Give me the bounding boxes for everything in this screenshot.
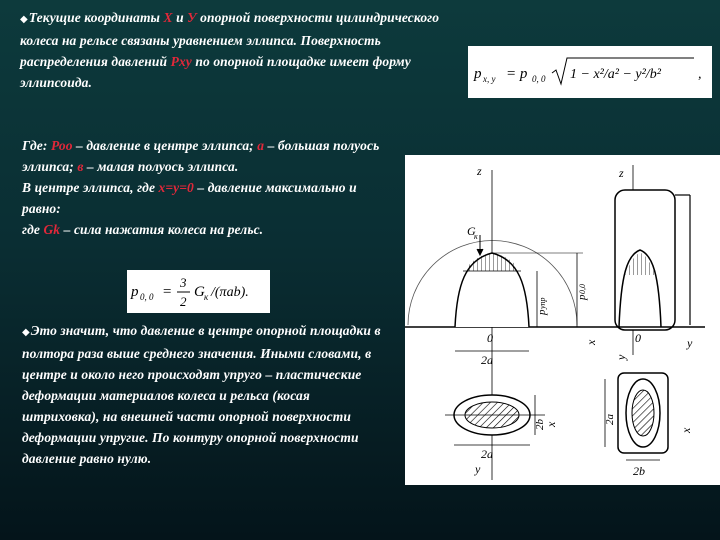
b-symbol: в	[77, 159, 84, 174]
origin-label-left: 0	[487, 331, 493, 345]
gk-label-sub: к	[474, 232, 478, 241]
def-h: – сила нажатия колеса на рельс.	[60, 222, 264, 237]
intro-text-a: Текущие координаты	[28, 10, 164, 25]
intro-and: и	[172, 10, 188, 25]
z-label-right: z	[619, 166, 624, 180]
pupr-label-sub: упр	[538, 297, 547, 309]
formula2-lhs-sub: 0, 0	[140, 292, 154, 302]
gk-label: G	[467, 224, 476, 238]
y-label-right: y	[687, 336, 693, 350]
2b-left-label: 2b	[534, 419, 546, 430]
center-pressure-formula	[127, 270, 270, 313]
def-b: – давление в центре эллипса;	[72, 138, 258, 153]
2a-bottom-label: 2a	[481, 447, 493, 461]
x-label-plan: x	[544, 421, 558, 427]
bullet-icon: ◆	[20, 14, 28, 25]
definitions-paragraph	[22, 135, 387, 240]
intro-paragraph	[20, 7, 460, 93]
def-c: – большая полуось эллипса;	[22, 138, 380, 174]
intro-text-c: по опорной площадке имеет форму эллипсоида.	[20, 54, 411, 90]
gk-symbol: Gk	[43, 222, 61, 237]
def-f: – давление максимально и равно:	[22, 180, 357, 216]
intro-text-b: опорной поверхности цилиндрического колеса на рельсе связаны уравнением эллипса. Поверхность распределения давлений	[20, 10, 440, 69]
formula2-g: G	[194, 284, 205, 300]
def-g: где	[22, 222, 44, 237]
pxy-symbol: Pxy	[170, 54, 192, 69]
formula1-lhs: p	[474, 66, 482, 82]
gk-arrowhead	[477, 249, 483, 255]
ellipsoid-formula	[468, 46, 712, 98]
formula1-lhs-sub: x, y	[483, 74, 496, 84]
formula1-radicand: 1 − x²/a² − y²/b²	[570, 67, 661, 82]
bullet-icon: ◆	[22, 327, 30, 338]
pupr-label: p	[536, 309, 548, 315]
poo-symbol: Роо	[50, 138, 73, 153]
formula2-eq: =	[162, 284, 173, 300]
formula2-num: 3	[180, 275, 187, 290]
2a-right-label: 2a	[604, 414, 616, 425]
conclusion-paragraph	[22, 320, 382, 469]
formula1-tail: ,	[698, 67, 702, 82]
x-symbol: X	[163, 10, 173, 25]
formula1-p0-sub: 0, 0	[532, 74, 546, 84]
formula2-den: 2	[180, 294, 187, 309]
x-label-right-plan: x	[679, 427, 693, 433]
x-label-left: x	[584, 339, 598, 345]
formula2-g-sub: к	[204, 292, 209, 302]
p00-label-sub: 0,0	[578, 284, 587, 294]
p00-label: p	[576, 294, 588, 300]
formula1-eq: = p	[506, 66, 528, 82]
xy0-symbol: х=у=0	[158, 180, 194, 195]
conclusion-text: Это значит, что давление в центре опорной площадки в полтора раза выше среднего значения. Иными словами, в центре и около него происходят упруго – пластические деформации материалов колеса и рельса (косая штриховка), на внешней части опорной поверхности деформации упругие. По контуру опорной поверхности давление равно нулю.	[22, 323, 381, 466]
2b-bottom-label: 2b	[633, 464, 645, 478]
y-symbol: У	[187, 10, 197, 25]
plastic-ellipse-right	[632, 390, 654, 436]
2a-top-label: 2a	[481, 353, 493, 367]
plastic-zone-hatch	[467, 253, 517, 271]
formula2-lhs: p	[131, 284, 139, 300]
def-e: В центре эллипса, где	[22, 180, 159, 195]
wheel-rail-contact-figure	[405, 155, 720, 485]
def-d: – малая полуось эллипса.	[83, 159, 239, 174]
a-symbol: а	[257, 138, 265, 153]
x-label-right: y	[614, 354, 628, 360]
origin-label-right: 0	[635, 331, 641, 345]
formula2-tail: /(πab).	[211, 285, 249, 300]
def-a: Где:	[22, 138, 51, 153]
z-label-left: z	[477, 164, 482, 178]
y-label-plan: y	[475, 462, 481, 476]
